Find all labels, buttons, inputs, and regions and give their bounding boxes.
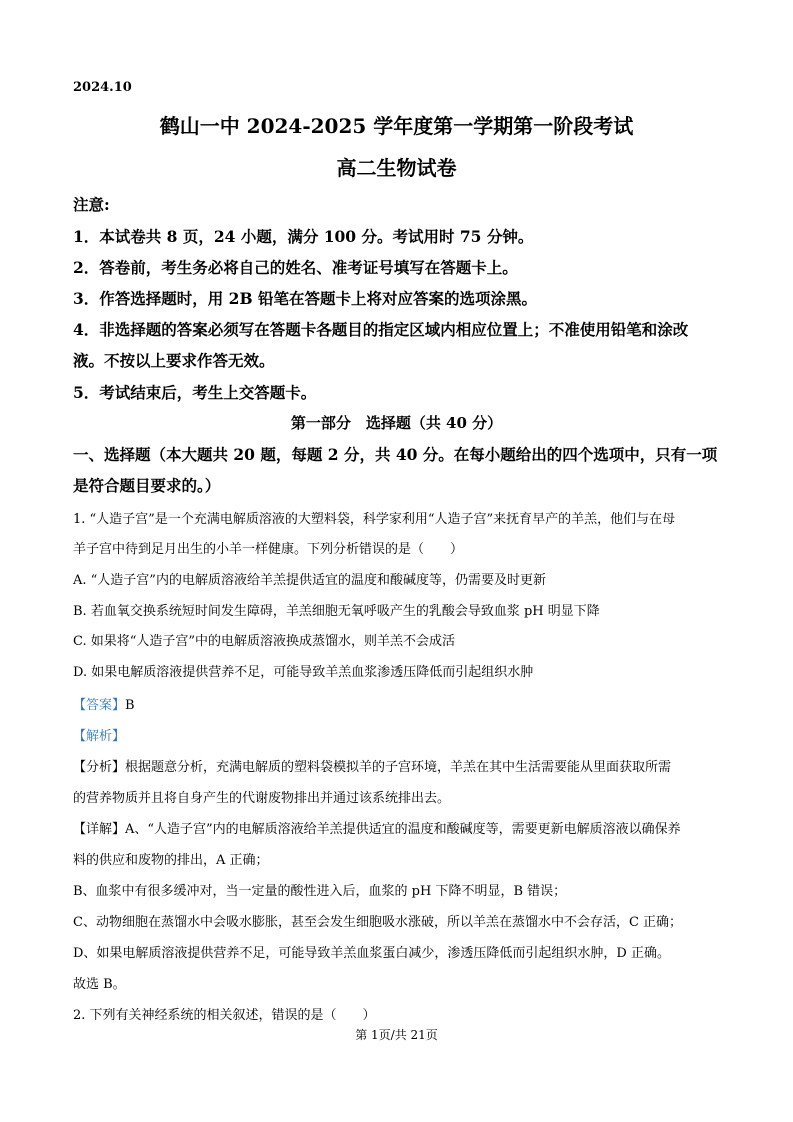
question-stem: 1. “人造子宫”是一个充满电解质溶液的大塑料袋，科学家利用“人造子宫”来抚育早产的羊羔，他们与在母 [73,512,676,527]
analysis-label: 【解析】 [73,729,126,744]
analysis-line: 的营养物质并且将自身产生的代谢废物排出并通过该系统排出去。 [73,791,451,806]
notice-item: 液。不按以上要求作答无效。 [73,351,275,370]
section-title: 第一部分 选择题（共 40 分） [290,414,503,432]
question-stem: 2. 下列有关神经系统的相关叙述，错误的是（ ） [73,1008,376,1023]
exam-title: 鹤山一中 2024-2025 学年度第一学期第一阶段考试 [159,114,634,138]
answer-line [73,694,135,713]
analysis-line: D、如果电解质溶液提供营养不足，可能导致羊羔血浆蛋白减少，渗透压降低而引起组织水肿，D 正确。 [73,946,670,961]
analysis-line: 【分析】根据题意分析，充满电解质的塑料袋模拟羊的子宫环境，羊羔在其中生活需要能从里面获取所需 [73,760,672,775]
section-instruction: 是符合题目要求的。） [73,476,221,495]
analysis-line: 【详解】A、“人造子宫”内的电解质溶液给羊羔提供适宜的温度和酸碱度等，需要更新电解质溶液以确保养 [73,822,681,837]
notice-item: 1．本试卷共 8 页，24 小题，满分 100 分。考试用时 75 分钟。 [73,227,534,246]
question-stem: 羊子宫中待到足月出生的小羊一样健康。下列分析错误的是（ ） [73,542,464,557]
analysis-line: C、动物细胞在蒸馏水中会吸水膨胀，甚至会发生细胞吸水涨破，所以羊羔在蒸馏水中不会存活，C 正确； [73,915,683,930]
notice-item: 2．答卷前，考生务必将自己的姓名、准考证号填写在答题卡上。 [73,258,518,277]
answer-value: B [125,698,135,713]
section-instruction: 一、选择题（本大题共 20 题，每题 2 分，共 40 分。在每小题给出的四个选项中，只有一项 [73,445,718,464]
exam-subtitle: 高二生物试卷 [336,156,457,180]
option-a: A. “人造子宫”内的电解质溶液给羊羔提供适宜的温度和酸碱度等，仍需要及时更新 [73,573,546,588]
notice-item: 4．非选择题的答案必须写在答题卡各题目的指定区域内相应位置上；不准使用铅笔和涂改 [73,320,689,339]
option-b: B. 若血氧交换系统短时间发生障碍，羊羔细胞无氧呼吸产生的乳酸会导致血浆 pH 明显下降 [73,604,600,619]
analysis-line: 故选 B。 [73,977,126,992]
notice-item: 3．作答选择题时，用 2B 铅笔在答题卡上将对应答案的选项涂黑。 [73,289,537,308]
answer-label: 【答案】 [73,698,126,713]
notice-item: 5．考试结束后，考生上交答题卡。 [73,383,317,402]
option-c: C. 如果将“人造子宫”中的电解质溶液换成蒸馏水，则羊羔不会成活 [73,634,456,649]
analysis-line: B、血浆中有很多缓冲对，当一定量的酸性进入后，血浆的 pH 下降不明显，B 错误； [73,884,567,899]
notice-label: 注意: [73,195,110,214]
option-d: D. 如果电解质溶液提供营养不足，可能导致羊羔血浆渗透压降低而引起组织水肿 [73,665,534,680]
exam-date: 2024.10 [73,80,132,95]
analysis-line: 料的供应和废物的排出，A 正确； [73,853,269,868]
page-number: 第 1页/共 21页 [355,1028,438,1042]
